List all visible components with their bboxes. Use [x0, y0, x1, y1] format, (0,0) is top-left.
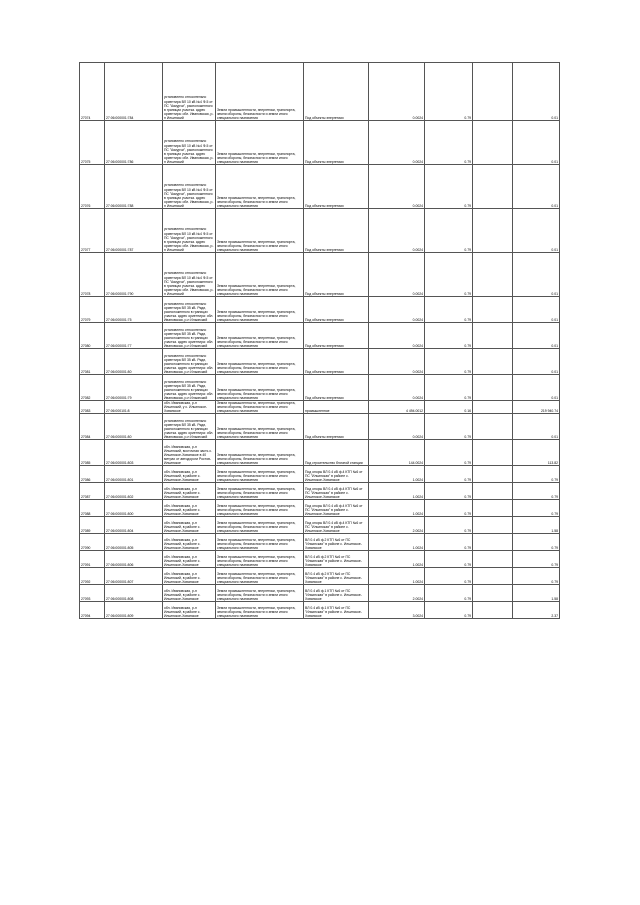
rate-cell: 0.79: [425, 551, 473, 568]
value-cell: 0.01: [513, 253, 560, 297]
rate-cell: 0.79: [425, 209, 473, 253]
row-number: 27087: [80, 483, 105, 500]
row-number: 27083: [80, 401, 105, 414]
rate-cell: 0.79: [425, 63, 473, 121]
address-cell: установлено относительно ориентира ВЛ 10 кВ №4 Ф-5 от ПС "Аякурчи", расположенного в границах участка. адрес ориентира: обл. Ивановская, р-н Ильинский: [163, 209, 216, 253]
cadastral-number: 27:06:000001:75: [105, 297, 163, 323]
address-cell: обл. Ивановская, р-н Ильинский, в районе с. Ильинское-Хованское: [163, 483, 216, 500]
empty-cell: [473, 253, 513, 297]
area-cell: 0.0024: [369, 63, 425, 121]
empty-cell: [473, 440, 513, 466]
permitted-use-cell: промышленное: [304, 401, 369, 414]
address-cell: обл. Ивановская, р-н Ильинский, в районе с. Ильинское-Хованское: [163, 517, 216, 534]
empty-cell: [473, 466, 513, 483]
permitted-use-cell: Под объекты энергетики: [304, 121, 369, 165]
cadastral-number: 27:06:000001:800: [105, 500, 163, 517]
area-cell: 0.0024: [369, 349, 425, 375]
rate-cell: 0.79: [425, 323, 473, 349]
table-row: [80, 297, 560, 323]
permitted-use-cell: ВЛ 0.4 кВ ф.2 КТП №6 от ПС "Ильинская" в районе с. Ильинское-Хованское: [304, 551, 369, 568]
permitted-use-cell: Под объекты энергетики: [304, 297, 369, 323]
land-category-cell: Земли промышленности, энергетики, транспорта, земли обороны, безопасности и земли иного специального назначения: [216, 63, 304, 121]
rate-cell: 0.79: [425, 165, 473, 209]
value-cell: 0.79: [513, 466, 560, 483]
row-number: 27077: [80, 209, 105, 253]
area-cell: 0.0024: [369, 209, 425, 253]
table-row: [80, 568, 560, 585]
empty-cell: [473, 500, 513, 517]
table-row: [80, 602, 560, 619]
value-cell: 0.01: [513, 209, 560, 253]
cadastral-number: 27:06:000001:802: [105, 483, 163, 500]
area-cell: 1.0024: [369, 551, 425, 568]
area-cell: 0.0024: [369, 323, 425, 349]
rate-cell: 0.79: [425, 121, 473, 165]
land-category-cell: Земли промышленности, энергетики, транспорта, земли обороны, безопасности и земли иного специального назначения: [216, 375, 304, 401]
value-cell: 113.82: [513, 440, 560, 466]
table-row: [80, 440, 560, 466]
value-cell: 0.01: [513, 121, 560, 165]
address-cell: обл. Ивановская, р-н Ильинский, в районе с. Ильинское-Хованское: [163, 466, 216, 483]
land-category-cell: Земли промышленности, энергетики, транспорта, земли обороны, безопасности и земли иного специального назначения: [216, 323, 304, 349]
rate-cell: 0.16: [425, 401, 473, 414]
empty-cell: [473, 568, 513, 585]
permitted-use-cell: ВЛ 0.4 кВ ф.1 КТП №6 от ПС "Ильинская" в районе с. Ильинское-Хованское: [304, 602, 369, 619]
empty-cell: [473, 121, 513, 165]
area-cell: 0.0024: [369, 375, 425, 401]
table-row: [80, 323, 560, 349]
empty-cell: [473, 165, 513, 209]
area-cell: 144.0024: [369, 440, 425, 466]
land-category-cell: Земли промышленности, энергетики, транспорта, земли обороны, безопасности и земли иного специального назначения: [216, 568, 304, 585]
area-cell: 0.0024: [369, 121, 425, 165]
row-number: 27076: [80, 165, 105, 209]
table-row: [80, 253, 560, 297]
table-row: [80, 483, 560, 500]
row-number: 27080: [80, 323, 105, 349]
area-cell: 1.0024: [369, 500, 425, 517]
empty-cell: [473, 63, 513, 121]
permitted-use-cell: Под объекты энергетики: [304, 414, 369, 440]
rate-cell: 0.79: [425, 466, 473, 483]
area-cell: 1.0024: [369, 466, 425, 483]
rate-cell: 0.79: [425, 517, 473, 534]
table-row: [80, 401, 560, 414]
address-cell: обл. Ивановская, р-н Ильинский, в районе с. Ильинское-Хованское: [163, 585, 216, 602]
empty-cell: [473, 414, 513, 440]
empty-cell: [473, 349, 513, 375]
value-cell: 0.01: [513, 349, 560, 375]
land-category-cell: Земли промышленности, энергетики, транспорта, земли обороны, безопасности и земли иного специального назначения: [216, 165, 304, 209]
table-row: [80, 466, 560, 483]
land-category-cell: Земли промышленности, энергетики, транспорта, земли обороны, безопасности и земли иного специального назначения: [216, 500, 304, 517]
rate-cell: 0.79: [425, 414, 473, 440]
area-cell: 2.0024: [369, 517, 425, 534]
row-number: 27092: [80, 568, 105, 585]
value-cell: 1.58: [513, 517, 560, 534]
address-cell: установлено относительно ориентира ВЛ 35 кВ. Ряди, расположенного в границах участка. адрес ориентира: обл. Ивановская, р-н Ильинский: [163, 323, 216, 349]
rate-cell: 0.79: [425, 349, 473, 375]
row-number: 27074: [80, 63, 105, 121]
row-number: 27094: [80, 602, 105, 619]
rate-cell: 0.79: [425, 568, 473, 585]
permitted-use-cell: Под опоры ВЛ 0.4 кВ ф.4 КТП №6 от ПС "Ильинская" в районе с. Ильинское-Хованское: [304, 517, 369, 534]
row-number: 27089: [80, 517, 105, 534]
land-category-cell: Земли промышленности, энергетики, транспорта, земли обороны, безопасности и земли иного специального назначения: [216, 121, 304, 165]
cadastral-value-table: [79, 62, 560, 619]
address-cell: установлено относительно ориентира ВЛ 35 кВ. Ряди, расположенного в границах участка. адрес ориентира: обл. Ивановская, р-н Ильинский: [163, 375, 216, 401]
row-number: 27084: [80, 414, 105, 440]
address-cell: обл. Ивановская, р-н Ильинский, в районе с. Ильинское-Хованское: [163, 500, 216, 517]
table-row: [80, 375, 560, 401]
permitted-use-cell: Под опоры ВЛ 0.4 кВ ф.4 КТП №6 от ПС "Ильинская" в районе с. Ильинское-Хованское: [304, 483, 369, 500]
row-number: 27090: [80, 534, 105, 551]
area-cell: 0.0024: [369, 297, 425, 323]
rate-cell: 0.79: [425, 585, 473, 602]
empty-cell: [473, 534, 513, 551]
value-cell: 0.01: [513, 165, 560, 209]
empty-cell: [473, 483, 513, 500]
cadastral-number: 27:06:000101:8: [105, 401, 163, 414]
row-number: 27079: [80, 297, 105, 323]
rate-cell: 0.79: [425, 602, 473, 619]
value-cell: 0.01: [513, 63, 560, 121]
land-category-cell: Земли промышленности, энергетики, транспорта, земли обороны, безопасности и земли иного специального назначения: [216, 534, 304, 551]
address-cell: установлено относительно ориентира ВЛ 35 кВ. Ряди, расположенного в границах участка. адрес ориентира: обл. Ивановская, р-н Ильинский: [163, 414, 216, 440]
area-cell: 0.0024: [369, 253, 425, 297]
cadastral-number: 27:06:000001:784: [105, 63, 163, 121]
row-number: 27088: [80, 500, 105, 517]
land-category-cell: Земли промышленности, энергетики, транспорта, земли обороны, безопасности и земли иного специального назначения: [216, 602, 304, 619]
cadastral-number: 27:06:000001:808: [105, 585, 163, 602]
permitted-use-cell: ВЛ 0.4 кВ ф.2 КТП №6 от ПС "Ильинская" в районе с. Ильинское-Хованское: [304, 534, 369, 551]
rate-cell: 0.79: [425, 253, 473, 297]
row-number: 27082: [80, 375, 105, 401]
empty-cell: [473, 209, 513, 253]
empty-cell: [473, 551, 513, 568]
cadastral-number: 27:06:000001:809: [105, 602, 163, 619]
row-number: 27078: [80, 253, 105, 297]
permitted-use-cell: Под опоры ВЛ 0.4 кВ ф.4 КТП №6 от ПС "Ильинская" в районе с. Ильинское-Хованское: [304, 500, 369, 517]
land-category-cell: Земли промышленности, энергетики, транспорта, земли обороны, безопасности и земли иного специального назначения: [216, 585, 304, 602]
empty-cell: [473, 517, 513, 534]
table-row: [80, 414, 560, 440]
cadastral-number: 27:06:000001:807: [105, 568, 163, 585]
area-cell: 3.0024: [369, 602, 425, 619]
address-cell: обл. Ивановская, р-н Ильинский, в районе с. Ильинское-Хованское: [163, 602, 216, 619]
address-cell: установлено относительно ориентира ВЛ 10 кВ №4 Ф-5 от ПС "Аякурчи", расположенного в границах участка. адрес ориентира: обл. Ивановская, р-н Ильинский: [163, 253, 216, 297]
row-number: 27085: [80, 440, 105, 466]
permitted-use-cell: Под строительство блочной станции: [304, 440, 369, 466]
value-cell: 1.58: [513, 585, 560, 602]
permitted-use-cell: Под объекты энергетики: [304, 253, 369, 297]
value-cell: 0.01: [513, 323, 560, 349]
cadastral-number: 27:06:000001:77: [105, 323, 163, 349]
land-category-cell: Земли промышленности, энергетики, транспорта, земли обороны, безопасности и земли иного специального назначения: [216, 551, 304, 568]
cadastral-number: 27:06:000001:787: [105, 209, 163, 253]
cadastral-number: 27:06:000001:803: [105, 440, 163, 466]
table-row: [80, 551, 560, 568]
empty-cell: [473, 585, 513, 602]
table-row: [80, 209, 560, 253]
cadastral-number: 27:06:000001:788: [105, 165, 163, 209]
area-cell: 0.0024: [369, 414, 425, 440]
permitted-use-cell: Под объекты энергетики: [304, 165, 369, 209]
land-category-cell: Земли промышленности, энергетики, транспорта, земли обороны, безопасности и земли иного специального назначения: [216, 483, 304, 500]
area-cell: 1.0024: [369, 483, 425, 500]
address-cell: обл. Ивановская, р-н Ильинский, в районе с. Ильинское-Хованское: [163, 534, 216, 551]
address-cell: установлено относительно ориентира ВЛ 10 кВ №4 Ф-5 от ПС "Аякурчи", расположенного в границах участка. адрес ориентира: обл. Ивановская, р-н Ильинский: [163, 121, 216, 165]
address-cell: обл. Ивановская, р-н Ильинский, восточная часть с. Ильинское-Хованское в 40 метрах от автодороги Ростов-Ильинское: [163, 440, 216, 466]
rate-cell: 0.79: [425, 297, 473, 323]
address-cell: установлено относительно ориентира ВЛ 10 кВ №4 Ф-5 от ПС "Аякурчи", расположенного в границах участка. адрес ориентира: обл. Ивановская, р-н Ильинский: [163, 63, 216, 121]
land-category-cell: Земли промышленности, энергетики, транспорта, земли обороны, безопасности и земли иного специального назначения: [216, 297, 304, 323]
value-cell: 0.79: [513, 568, 560, 585]
value-cell: 219 940.74: [513, 401, 560, 414]
value-cell: 0.79: [513, 500, 560, 517]
address-cell: установлено относительно ориентира ВЛ 35 кВ. Ряди, расположенного в границах участка. адрес ориентира: обл. Ивановская, р-н Ильинский: [163, 297, 216, 323]
permitted-use-cell: Под объекты энергетики: [304, 349, 369, 375]
address-cell: установлено относительно ориентира ВЛ 10 кВ №4 Ф-5 от ПС "Аякурчи", расположенного в границах участка. адрес ориентира: обл. Ивановская, р-н Ильинский: [163, 165, 216, 209]
land-category-cell: Земли промышленности, энергетики, транспорта, земли обороны, безопасности и земли иного специального назначения: [216, 466, 304, 483]
permitted-use-cell: Под объекты энергетики: [304, 209, 369, 253]
area-cell: 4 494.0012: [369, 401, 425, 414]
rate-cell: 0.79: [425, 483, 473, 500]
area-cell: 0.0024: [369, 165, 425, 209]
row-number: 27086: [80, 466, 105, 483]
cadastral-number: 27:06:000001:805: [105, 534, 163, 551]
land-category-cell: Земли промышленности, энергетики, транспорта, земли обороны, безопасности и земли иного специального назначения: [216, 253, 304, 297]
row-number: 27081: [80, 349, 105, 375]
land-category-cell: Земли промышленности, энергетики, транспорта, земли обороны, безопасности и земли иного специального назначения: [216, 440, 304, 466]
row-number: 27093: [80, 585, 105, 602]
cadastral-number: 27:06:000001:79: [105, 375, 163, 401]
address-cell: установлено относительно ориентира ВЛ 35 кВ. Ряди, расположенного в границах участка. адрес ориентира: обл. Ивановская, р-н Ильинский: [163, 349, 216, 375]
address-cell: обл. Ивановская, р-н Ильинский, в районе с. Ильинское-Хованское: [163, 568, 216, 585]
value-cell: 0.79: [513, 534, 560, 551]
permitted-use-cell: ВЛ 0.4 кВ ф.1 КТП №6 от ПС "Ильинская" в районе с. Ильинское-Хованское: [304, 585, 369, 602]
value-cell: 0.01: [513, 297, 560, 323]
table-row: [80, 349, 560, 375]
permitted-use-cell: ВЛ 0.4 кВ ф.2 КТП №6 от ПС "Ильинская" в районе с. Ильинское-Хованское: [304, 568, 369, 585]
cadastral-number: 27:06:000001:806: [105, 551, 163, 568]
cadastral-number: 27:06:000001:80: [105, 414, 163, 440]
table-row: [80, 534, 560, 551]
value-cell: 2.37: [513, 602, 560, 619]
empty-cell: [473, 602, 513, 619]
empty-cell: [473, 323, 513, 349]
land-category-cell: Земли промышленности, энергетики, транспорта, земли обороны, безопасности и земли иного специального назначения: [216, 414, 304, 440]
permitted-use-cell: Под объекты энергетики: [304, 63, 369, 121]
table-row: [80, 517, 560, 534]
cadastral-number: 27:06:000001:801: [105, 466, 163, 483]
value-cell: 0.01: [513, 375, 560, 401]
cadastral-number: 27:06:000001:786: [105, 121, 163, 165]
table-row: [80, 585, 560, 602]
row-number: 27091: [80, 551, 105, 568]
cadastral-number: 27:06:000001:80: [105, 349, 163, 375]
land-category-cell: Земли промышленности, энергетики, транспорта, земли обороны, безопасности и земли иного специального назначения: [216, 349, 304, 375]
rate-cell: 0.79: [425, 440, 473, 466]
address-cell: обл. Ивановская, р-н Ильинский, в районе с. Ильинское-Хованское: [163, 551, 216, 568]
rate-cell: 0.79: [425, 534, 473, 551]
permitted-use-cell: Под опоры ВЛ 0.4 кВ ф.4 КТП №6 от ПС "Ильинская" в районе с. Ильинское-Хованское: [304, 466, 369, 483]
area-cell: 1.0024: [369, 534, 425, 551]
empty-cell: [473, 297, 513, 323]
table-row: [80, 63, 560, 121]
value-cell: 0.79: [513, 483, 560, 500]
land-category-cell: Земли промышленности, энергетики, транспорта, земли обороны, безопасности и земли иного специального назначения: [216, 401, 304, 414]
value-cell: 0.01: [513, 414, 560, 440]
empty-cell: [473, 401, 513, 414]
permitted-use-cell: Под объекты энергетики: [304, 375, 369, 401]
address-cell: обл. Ивановская, р-н Ильинский, у с. Ильинское-Хованское: [163, 401, 216, 414]
table-row: [80, 165, 560, 209]
table-row: [80, 121, 560, 165]
land-category-cell: Земли промышленности, энергетики, транспорта, земли обороны, безопасности и земли иного специального назначения: [216, 209, 304, 253]
value-cell: 0.79: [513, 551, 560, 568]
table-row: [80, 500, 560, 517]
cadastral-number: 27:06:000001:790: [105, 253, 163, 297]
rate-cell: 0.79: [425, 375, 473, 401]
land-category-cell: Земли промышленности, энергетики, транспорта, земли обороны, безопасности и земли иного специального назначения: [216, 517, 304, 534]
area-cell: 1.0024: [369, 568, 425, 585]
row-number: 27075: [80, 121, 105, 165]
empty-cell: [473, 375, 513, 401]
cadastral-number: 27:06:000001:804: [105, 517, 163, 534]
permitted-use-cell: Под объекты энергетики: [304, 323, 369, 349]
rate-cell: 0.79: [425, 500, 473, 517]
area-cell: 2.0024: [369, 585, 425, 602]
